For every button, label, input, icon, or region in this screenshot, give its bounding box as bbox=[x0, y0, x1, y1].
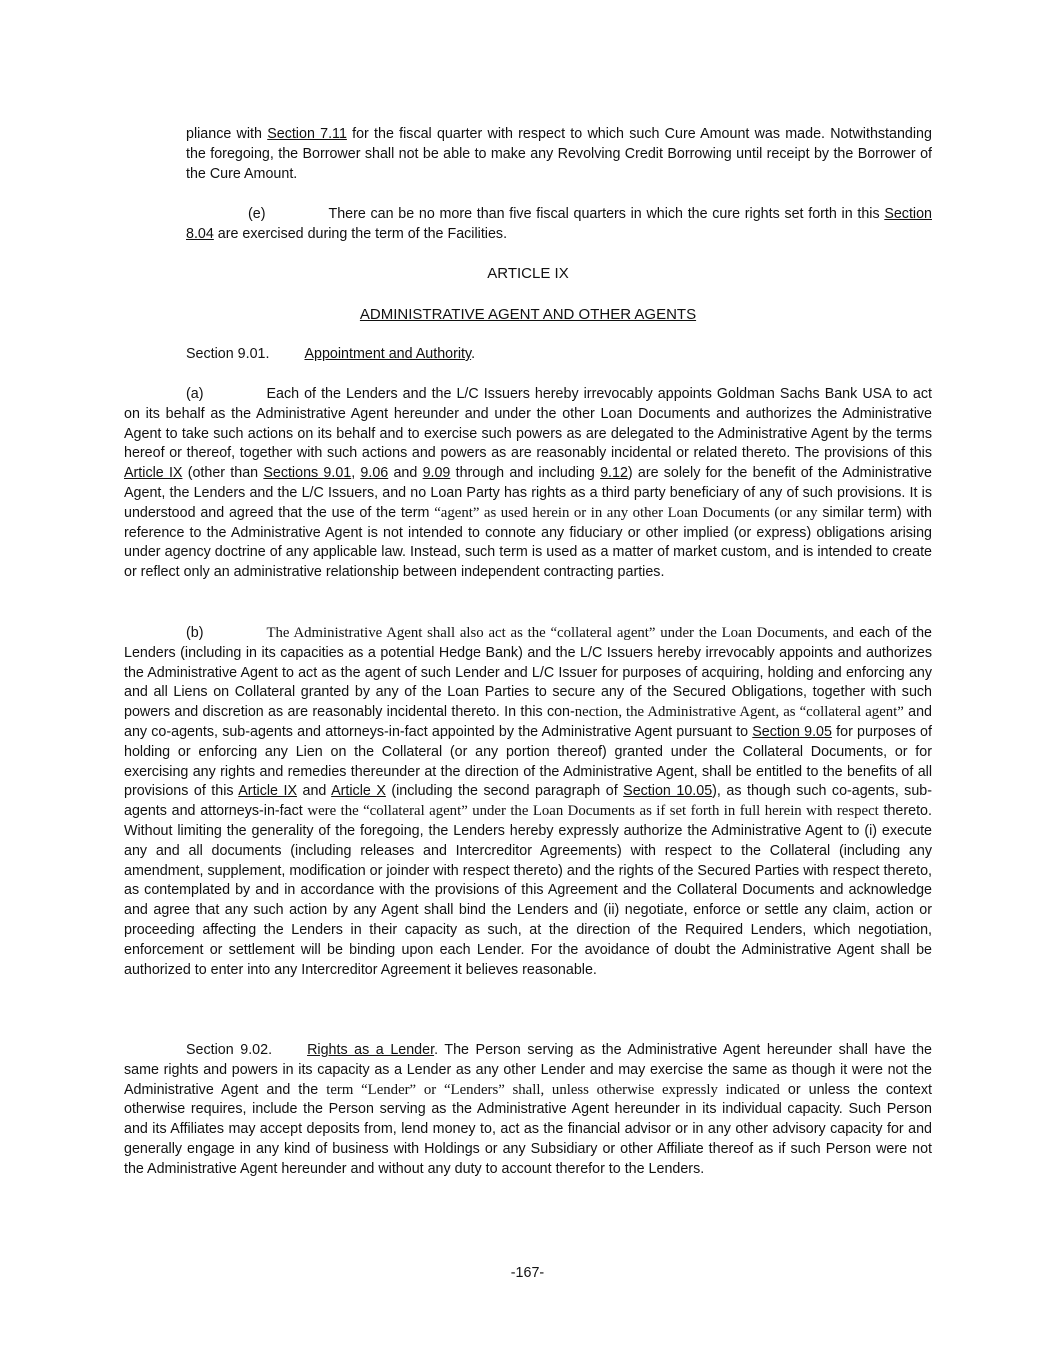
text: The Administrative Agent shall also act as the “collateral agent” under the Loan Documents, and bbox=[266, 625, 855, 641]
section-number: Section 9.01. bbox=[186, 346, 270, 362]
paragraph-a bbox=[124, 385, 932, 583]
section-reference: 9.09 bbox=[422, 465, 451, 482]
article-subtitle bbox=[124, 305, 932, 325]
paragraph-b bbox=[124, 624, 932, 980]
page-number: -167- bbox=[510, 1265, 545, 1281]
section-reference: 9.12 bbox=[600, 465, 628, 482]
text: through and including bbox=[450, 465, 601, 482]
clause-label: (a) bbox=[186, 386, 204, 402]
section-reference: Article IX bbox=[124, 465, 183, 482]
text: thereto. Without limiting the generality of the foregoing, the Lenders hereby expressly authorize the Administrative Agent to (i) execute any and all documents (including releases and Intercreditor Agreements) with respect to the Collateral (including any amendment, supplement, modification or joinder with respect thereto) and the rights of the Secured Parties with respect thereto, as contemplated by and in accordance with the provisions of this Agreement and the Collateral Documents and acknowledge and agree that any such action by any Agent shall bind the Lenders and (ii) negotiate, enforce or settle any claim, action or proceeding affecting the Lenders in their capacity as such, at the direction of the Required Lenders, which negotiation, enforcement or settlement will be binding upon each Lender. For the avoidance of doubt the Administrative Agent shall be authorized to enter into any Intercreditor Agreement it believes reasonable. bbox=[124, 803, 932, 978]
text: similar term) with reference to the Administrative Agent is not intended to connote any fiduciary or other implied (or express) obligations arising under agency doctrine of any applicable law. Instead, such term is used as a matter of market custom, and is intended to create or reflect only an administrative relationship between independent contracting parties. bbox=[124, 504, 933, 581]
section-reference: Article X bbox=[331, 783, 386, 800]
text: and bbox=[388, 465, 423, 482]
text: each of the Lenders (including in its capacities as a potential Hedge Bank) and the L/C Issuers hereby irrevocably appoints and authorizes the Administrative Agent to act as the agent of such Lender and L/C Issuer for purposes of acquiring, holding and enforcing any and all Liens on Collateral granted by any of the Loan Parties to secure any of the Secured Obligations, together with such powers and discretion as are reasonably incidental thereto. In this con- bbox=[124, 625, 932, 721]
text: , bbox=[351, 465, 361, 482]
section-reference: Sections 9.01 bbox=[263, 465, 352, 482]
text: are exercised during the term of the Facilities. bbox=[213, 225, 508, 242]
text: “agent” as used herein or in any other Loan Documents (or any bbox=[434, 504, 818, 521]
section-reference: 9.06 bbox=[360, 465, 389, 482]
paragraph-cure-continuation bbox=[124, 125, 932, 184]
text: ), as though such co-agents, sub-agents and attorneys-in-fact bbox=[124, 783, 932, 820]
text: (including the second paragraph of bbox=[385, 783, 624, 800]
article-subtitle-text: ADMINISTRATIVE AGENT AND OTHER AGENTS bbox=[359, 306, 697, 323]
section-9-02 bbox=[124, 1041, 932, 1180]
text: . bbox=[471, 346, 476, 362]
section-reference: Section 8.04 bbox=[186, 206, 932, 242]
section-9-01-heading bbox=[124, 345, 932, 365]
text: There can be no more than five fiscal quarters in which the cure rights set forth in this bbox=[328, 206, 885, 222]
section-reference: Section 10.05 bbox=[623, 783, 713, 800]
section-title: Appointment and Authority bbox=[304, 346, 472, 362]
article-title: ARTICLE IX bbox=[487, 265, 569, 282]
text: . The Person serving as the Administrative Agent hereunder shall have the same rights and powers in its capacity as a Lender as any other Lender and may exercise the same as though it were not the Administrative Agent and the bbox=[124, 1042, 932, 1098]
text: for purposes of holding or enforcing any Lien on the Collateral (or any portion thereof) granted under the Collateral Documents, or for exercising any rights and remedies thereunder at the direction of the Administrative Agent, shall be entitled to the benefits of all provisions of this bbox=[124, 723, 932, 800]
section-reference: Section 9.05 bbox=[752, 723, 832, 740]
section-reference: Section 7.11 bbox=[267, 126, 347, 142]
text: were the “collateral agent” under the Loan Documents as if set forth in full herein with respect bbox=[307, 803, 879, 820]
text: for the fiscal quarter with respect to which such Cure Amount was made. Notwithstanding the foregoing, the Borrower shall not be able to make any Revolving Credit Borrowing until receipt by the Borrower of the Cure Amount. bbox=[186, 126, 932, 182]
paragraph-e bbox=[124, 205, 932, 245]
text: Each of the Lenders and the L/C Issuers hereby irrevocably appoints Goldman Sachs Bank USA to act on its behalf as the Administrative Agent hereunder and under the other Loan Documents and authorizes the Administrative Agent to take such actions on its behalf and to exercise such powers as are delegated to the Administrative Agent by the terms hereof or thereof, together with such actions and powers as are reasonably incidental or related thereto. The provisions of this bbox=[124, 386, 932, 462]
text: (other than bbox=[182, 465, 264, 482]
text: and bbox=[297, 783, 332, 800]
clause-label: (b) bbox=[186, 625, 204, 641]
text: pliance with bbox=[186, 126, 268, 142]
text: nection, the Administrative Agent, as “collateral agent” bbox=[574, 704, 904, 721]
clause-label: (e) bbox=[248, 206, 266, 222]
text: term “Lender” or “Lenders” shall, unless otherwise expressly indicated bbox=[326, 1081, 780, 1098]
section-title: Rights as a Lender bbox=[307, 1042, 435, 1058]
section-number: Section 9.02. bbox=[186, 1042, 273, 1058]
text: and any co-agents, sub-agents and attorneys-in-fact appointed by the Administrative Agent pursuant to bbox=[124, 704, 932, 740]
section-reference: Article IX bbox=[238, 783, 298, 800]
text: or unless the context otherwise requires, include the Person serving as the Administrative Agent hereunder in its individual capacity. Such Person and its Affiliates may accept deposits from, lend money to, act as the financial advisor or in any other advisory capacity for and generally engage in any kind of business with Holdings or any Subsidiary or other Affiliate thereof as if such Person were not the Administrative Agent hereunder and without any duty to account therefor to the Lenders. bbox=[124, 1081, 932, 1177]
text: ) are solely for the benefit of the Administrative Agent, the Lenders and the L/C Issuers, and no Loan Party has rights as a third party beneficiary of any of such provisions. It is understood and agreed that the use of the term bbox=[124, 465, 932, 521]
